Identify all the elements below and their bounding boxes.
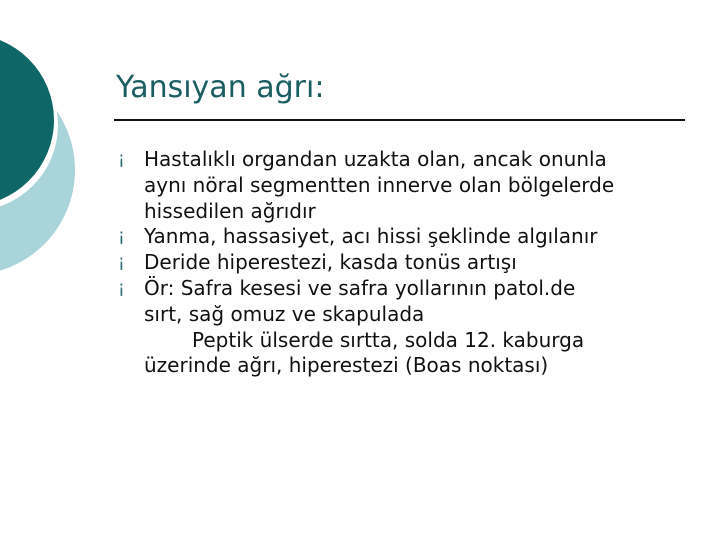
continuation-line: üzerinde ağrı, hiperestezi (Boas noktası) xyxy=(144,353,549,378)
bullet-circle-icon: ¡ xyxy=(118,226,125,247)
list-item xyxy=(118,250,698,276)
decorative-circles xyxy=(0,0,110,300)
title-underline xyxy=(114,119,685,121)
list-item xyxy=(118,224,698,250)
item-text-line: Deride hiperestezi, kasda tonüs artışı xyxy=(144,250,517,275)
item-text-line: hissedilen ağrıdır xyxy=(144,198,316,223)
bullet-circle-icon: ¡ xyxy=(118,277,125,298)
bullet-list xyxy=(118,147,698,379)
slide-title: Yansıyan ağrı: xyxy=(116,70,325,105)
item-text-line: Ör: Safra kesesi ve safra yollarının patol.de xyxy=(144,275,576,300)
item-text-line: Hastalıklı organdan uzakta olan, ancak onunla xyxy=(144,147,607,171)
continuation-line: Peptik ülserde sırtta, solda 12. kaburga xyxy=(192,327,585,352)
bullet-circle-icon: ¡ xyxy=(118,149,125,169)
list-item xyxy=(118,147,698,224)
item-text-line: Yanma, hassasiyet, acı hissi şeklinde algılanır xyxy=(144,224,598,249)
item-text-line: aynı nöral segmentten innerve olan bölgelerde xyxy=(144,172,615,197)
bullet-circle-icon: ¡ xyxy=(118,252,125,273)
list-item xyxy=(118,276,698,379)
item-text-line: sırt, sağ omuz ve skapulada xyxy=(144,301,425,326)
